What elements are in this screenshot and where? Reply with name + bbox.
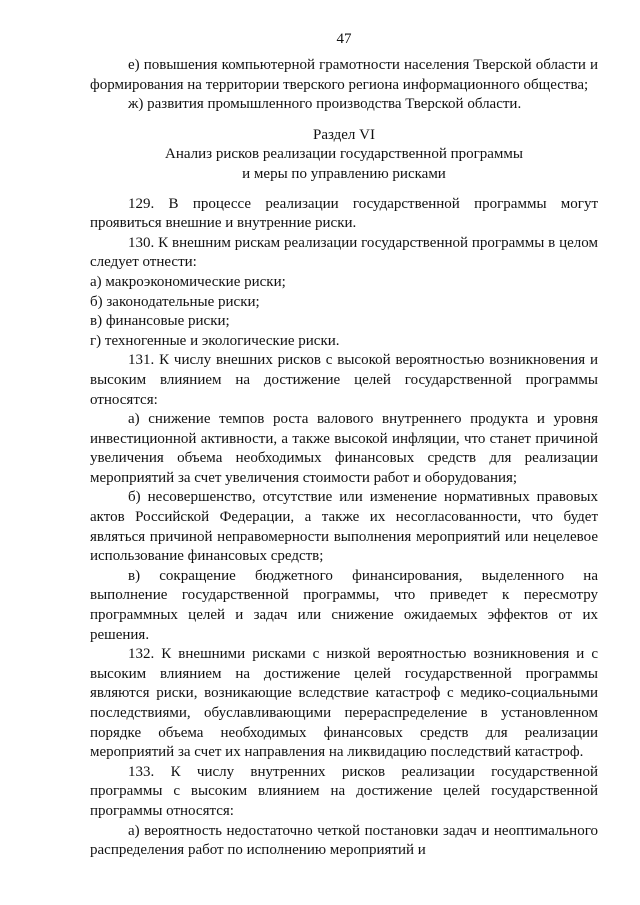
item-132: 132. К внешними рисками с низкой вероятностью возникновения и с высоким влиянием на достижение целей государственной программы являются риски, возникающие вследствие катастроф с медико-социальными последствиями, обуславливающими перераспределение в установленном порядке объема необходимых финансовых средств для реализации мероприятий за счет их направления на ликвидацию последствий катастроф. (90, 646, 598, 761)
item-133: 133. К числу внутренних рисков реализации государственной программы с высоким влиянием на достижение целей государственной программы относятся: (90, 763, 598, 819)
item-129: 129. В процессе реализации государственной программы могут проявиться внешние и внутренние риски. (90, 195, 598, 232)
item-130-a: а) макроэкономические риски; (90, 273, 286, 290)
item-131-a: а) снижение темпов роста валового внутреннего продукта и уровня инвестиционной активности, а также высокой инфляции, что станет причиной увеличения объема необходимых финансовых средств для реализации мероприятий за счет увеличения стоимости работ и оборудования; (90, 411, 598, 486)
item-133-a: а) вероятность недостаточно четкой постановки задач и неоптимального распределения работ по исполнению мероприятий и (90, 822, 598, 859)
item-130: 130. К внешним рискам реализации государственной программы в целом следует отнести: (90, 234, 598, 271)
document-body (90, 56, 598, 861)
section-number: Раздел VI (312, 126, 375, 143)
item-130-v: в) финансовые риски; (90, 313, 230, 330)
paragraph-zh: ж) развития промышленного производства Тверской области. (128, 96, 522, 113)
item-130-b: б) законодательные риски; (90, 293, 260, 310)
section-title-line-2: и меры по управлению рисками (242, 165, 446, 182)
page-number: 47 (336, 31, 352, 47)
item-131-v: в) сокращение бюджетного финансирования, выделенного на выполнение государственной программы, что приведет к пересмотру программных целей и задач или снижение ожидаемых эффектов от их решения. (90, 567, 598, 643)
section-title-line-1: Анализ рисков реализации государственной программы (165, 146, 523, 163)
item-131-b: б) несовершенство, отсутствие или изменение нормативных правовых актов Российской Федерации, а также их несогласованности, что будет являться причиной неправомерности выполнения мероприятий или нецелевое использование финансовых средств; (90, 489, 598, 565)
paragraph-e: е) повышения компьютерной грамотности населения Тверской области и формирования на территории тверского региона информационного общества; (90, 57, 598, 93)
item-130-g: г) техногенные и экологические риски. (90, 332, 340, 349)
item-131: 131. К числу внешних рисков с высокой вероятностью возникновения и высоким влиянием на достижение целей государственной программы относятся: (90, 352, 598, 408)
